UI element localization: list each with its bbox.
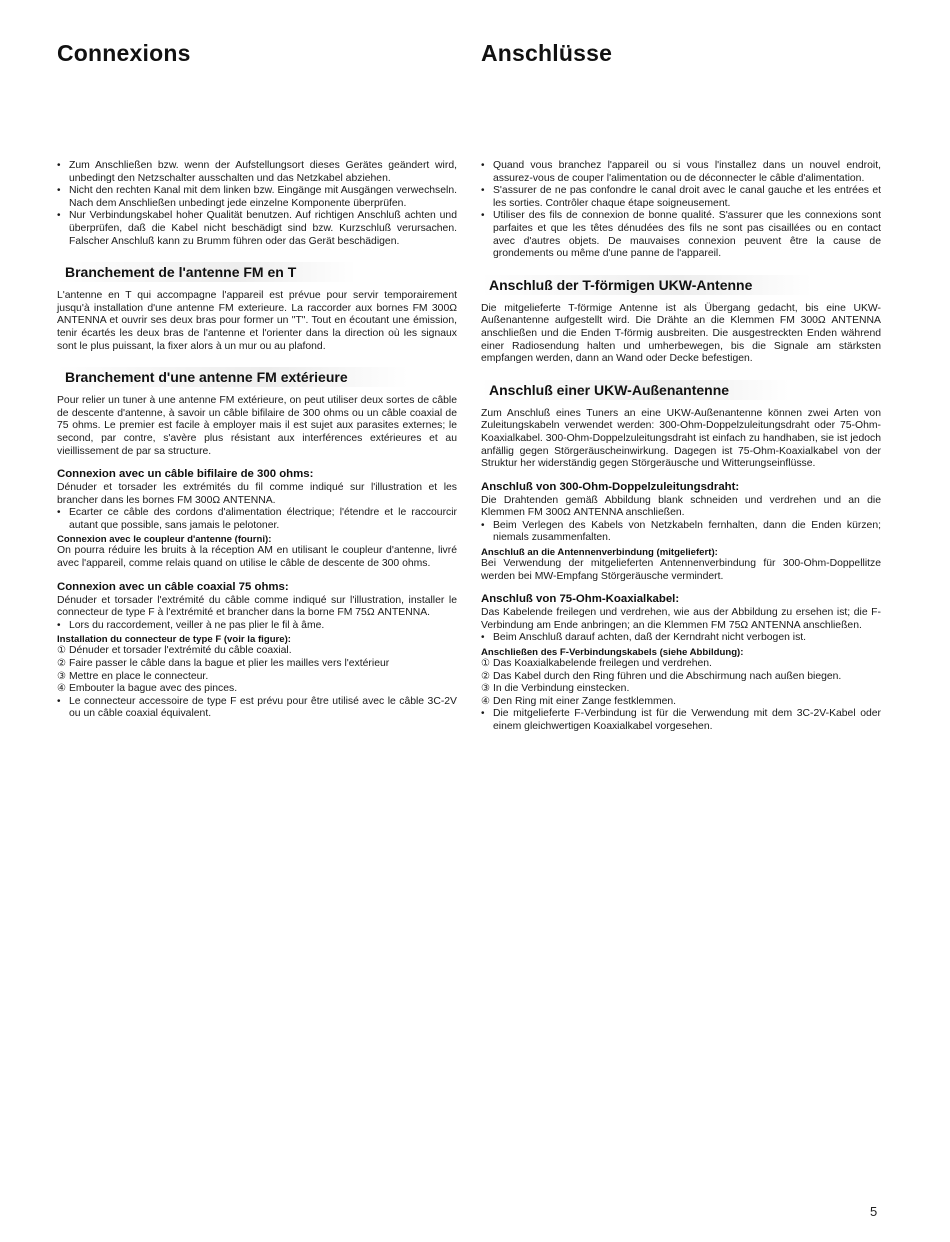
step-item <box>481 671 881 684</box>
list-item: • Utiliser des fils de connexion de bonne qualité. S'assurer que les connexions sont parfaites et que les têtes dénudées des fils ne sont pas cisaillées ou en contact avec d'autres objets. De mauvaises connexion peuvent être la cause de grondements ou même d'une panne de l'appareil. <box>481 210 881 260</box>
page-number: 5 <box>870 1204 878 1219</box>
step-item <box>481 683 881 696</box>
step-text: In die Verbindung einstecken. <box>493 683 630 695</box>
right-sub2-text: Das Kabelende freilegen und verdrehen, wie aus der Abbildung zu ersehen ist; die F-Verbindung am Ende anbringen; an die Klemmen FM 75Ω ANTENNA anschließen. <box>481 607 881 631</box>
right-title: Anschlüsse <box>481 40 613 66</box>
list-item: • Nur Verbindungskabel hoher Qualität benutzen. Auf richtigen Anschluß achten und überprüfen, daß die Kabel nicht beschädigt sind bzw. Kurzschluß verursachen. Falscher Anschluß kann zu Brumm führen oder das Gerät beschädigen. <box>57 210 457 248</box>
right-sub1-list <box>481 520 881 545</box>
left-section1-text: L'antenne en T qui accompagne l'appareil est prévue pour servir temporairement jusqu'à installation d'une antenne FM exterieure. La raccorder aux bornes FM 300Ω ANTENNA et ouvrir ses deux bras pour former un "T". Tout en écoutant une émission, tenir écartés les deux bras de l'antenne et l'orienter dans la direction où les signaux sont le plus puissant, la fixer alors à un mur ou au plafond. <box>57 290 457 352</box>
step-text: Das Koaxialkabelende freilegen und verdrehen. <box>493 658 712 670</box>
list-item: • Beim Verlegen des Kabels von Netzkabeln fernhalten, dann die Enden kürzen; niemals zusammenfalten. <box>481 520 881 545</box>
step-number: ④ <box>57 683 66 695</box>
step-item <box>57 645 457 658</box>
right-intro-list <box>481 160 881 261</box>
left-column <box>57 40 457 721</box>
list-item: • Lors du raccordement, veiller à ne pas plier le fil à âme. <box>57 620 457 633</box>
right-steps-list <box>481 658 881 708</box>
step-text: Faire passer le câble dans la bague et plier les mailles vers l'extérieur <box>69 658 390 670</box>
right-section2-heading: Anschluß einer UKW-Außenantenne <box>481 380 789 400</box>
step-text: Das Kabel durch den Ring führen und die Abschirmung nach außen biegen. <box>493 670 842 682</box>
list-item: • S'assurer de ne pas confondre le canal droit avec le canal gauche et les entrées et les sorties. Contrôler chaque étape soigneusement. <box>481 185 881 210</box>
left-sub1-heading: Connexion avec un câble bifilaire de 300 ohms: <box>57 468 314 481</box>
step-number: ③ <box>57 670 66 682</box>
right-sub2-heading: Anschluß von 75-Ohm-Koaxialkabel: <box>481 593 680 606</box>
right-sub1-subhead: Anschluß an die Antennenverbindung (mitgeliefert): <box>481 547 718 559</box>
step-item <box>481 696 881 709</box>
left-sub2-list <box>57 620 457 633</box>
step-text: Den Ring mit einer Zange festklemmen. <box>493 695 677 707</box>
left-sub2-heading: Connexion avec un câble coaxial 75 ohms: <box>57 580 289 593</box>
left-sub1-text: Dénuder et torsader les extrémités du fil comme indiqué sur l'illustration et les brancher dans les bornes FM 300Ω ANTENNA. <box>57 482 457 506</box>
right-sub2-list2 <box>481 708 881 733</box>
step-text: Mettre en place le connecteur. <box>69 670 209 682</box>
right-section1-text: Die mitgelieferte T-förmige Antenne ist als Übergang gedacht, bis eine UKW-Außenantenne aufgestellt wird. Die Drähte an die Klemmen FM 300Ω ANTENNA anschließen und die Enden T-förmig ausbreiten. Die ausgestreckten Enden während einer Radiosendung halten und umherbewegen, bis die Signale am stärksten empfangen werden, dann an Wand oder Decke befestigen. <box>481 302 881 365</box>
list-item: • Quand vous branchez l'appareil ou si vous l'installez dans un nouvel endroit, assurez-vous de couper l'alimentation ou de déconnecter le câble d'alimentation. <box>481 160 881 185</box>
step-text: Dénuder et torsader l'extrémité du câble coaxial. <box>69 645 292 657</box>
step-number: ④ <box>481 695 490 707</box>
left-title: Connexions <box>57 40 191 66</box>
step-number: ② <box>481 670 490 682</box>
left-sub2-list2 <box>57 696 457 721</box>
list-item: • Ecarter ce câble des cordons d'alimentation électrique; l'étendre et le raccourcir autant que possible, sans jamais le pelotoner. <box>57 507 457 532</box>
list-item: • Zum Anschließen bzw. wenn der Aufstellungsort dieses Gerätes geändert wird, unbedingt den Netzschalter ausschalten und das Netzkabel abziehen. <box>57 160 457 185</box>
right-sub2-list <box>481 632 881 645</box>
right-section2-text: Zum Anschluß eines Tuners an eine UKW-Außenantenne können zwei Arten von Zuleitungskabeln verwendet werden: 300-Ohm-Doppelzuleitungsdraht oder 75-Ohm-Koaxialkabel. 300-Ohm-Doppelzuleitungsdraht ist einfach zu handhaben, sie ist jedoch anfällig gegen Störgeräuscheinwirkung. Dagegen ist 75-Ohm-Koaxialkabel von der Struktur her widerständig gegen Störgeräusche und Witterungseinflüsse. <box>481 407 881 470</box>
step-text: Embouter la bague avec des pinces. <box>69 683 238 695</box>
left-sub1-subhead: Connexion avec le coupleur d'antenne (fourni): <box>57 534 272 546</box>
right-sub1-text: Die Drahtenden gemäß Abbildung blank schneiden und verdrehen und an die Klemmen FM 300Ω ANTENNA anschließen. <box>481 494 881 519</box>
step-item <box>57 683 457 696</box>
list-item: • Le connecteur accessoire de type F est prévu pour être utilisé avec le câble 3C-2V ou un câble coaxial équivalent. <box>57 696 457 721</box>
right-sub1-heading: Anschluß von 300-Ohm-Doppelzuleitungsdraht: <box>481 480 740 493</box>
step-number: ② <box>57 658 66 670</box>
right-section1-heading: Anschluß der T-förmigen UKW-Antenne <box>481 275 812 295</box>
right-sub2-subhead: Anschließen des F-Verbindungskabels (siehe Abbildung): <box>481 647 744 659</box>
step-item <box>57 671 457 684</box>
left-sub1-text2: On pourra réduire les bruits à la réception AM en utilisant le coupleur d'antenne, livré avec l'appareil, comme relais quand on utilise le câble de descente de 300 ohms. <box>57 545 457 570</box>
step-item <box>481 658 881 671</box>
left-section1-heading: Branchement de l'antenne FM en T <box>57 262 356 282</box>
left-intro-list <box>57 160 457 248</box>
left-sub2-subhead: Installation du connecteur de type F (voir la figure): <box>57 634 292 646</box>
left-section2-text: Pour relier un tuner à une antenne FM extérieure, on peut utiliser deux sortes de câble de descente d'antenne, à savoir un câble bifilaire de 300 ohms ou un câble coaxial de 75 ohms. Le premier est facile à employer mais il est sujet aux parasites externes; le second, par contre, s'avère plus résistant aux interférences extérieures et au vieillissement de par sa structure. <box>57 395 457 457</box>
list-item: • Beim Anschluß darauf achten, daß der Kerndraht nicht verbogen ist. <box>481 632 881 645</box>
step-item <box>57 658 457 671</box>
right-sub1-text2: Bei Verwendung der mitgelieferten Antennenverbindung für 300-Ohm-Doppellitze werden bei MW-Empfang Störgeräusche vermindert. <box>481 558 881 582</box>
left-steps-list <box>57 645 457 695</box>
left-section2-heading: Branchement d'une antenne FM extérieure <box>57 367 408 387</box>
left-sub1-list <box>57 507 457 532</box>
left-sub2-text: Dénuder et torsader l'extrémité du câble comme indiqué sur l'illustration, installer le connecteur de type F à l'extrémité et brancher dans la borne FM 75Ω ANTENNA. <box>57 594 457 619</box>
step-number: ③ <box>481 683 490 695</box>
step-number: ① <box>57 645 66 657</box>
list-item: • Die mitgelieferte F-Verbindung ist für die Verwendung mit dem 3C-2V-Kabel oder einem gleichwertigen Koaxialkabel vorgesehen. <box>481 708 881 733</box>
right-column <box>481 40 881 734</box>
step-number: ① <box>481 658 490 670</box>
list-item: • Nicht den rechten Kanal mit dem linken bzw. Eingänge mit Ausgängen verwechseln. Nach dem Anschließen unbedingt jede einzelne Komponente überprüfen. <box>57 185 457 210</box>
